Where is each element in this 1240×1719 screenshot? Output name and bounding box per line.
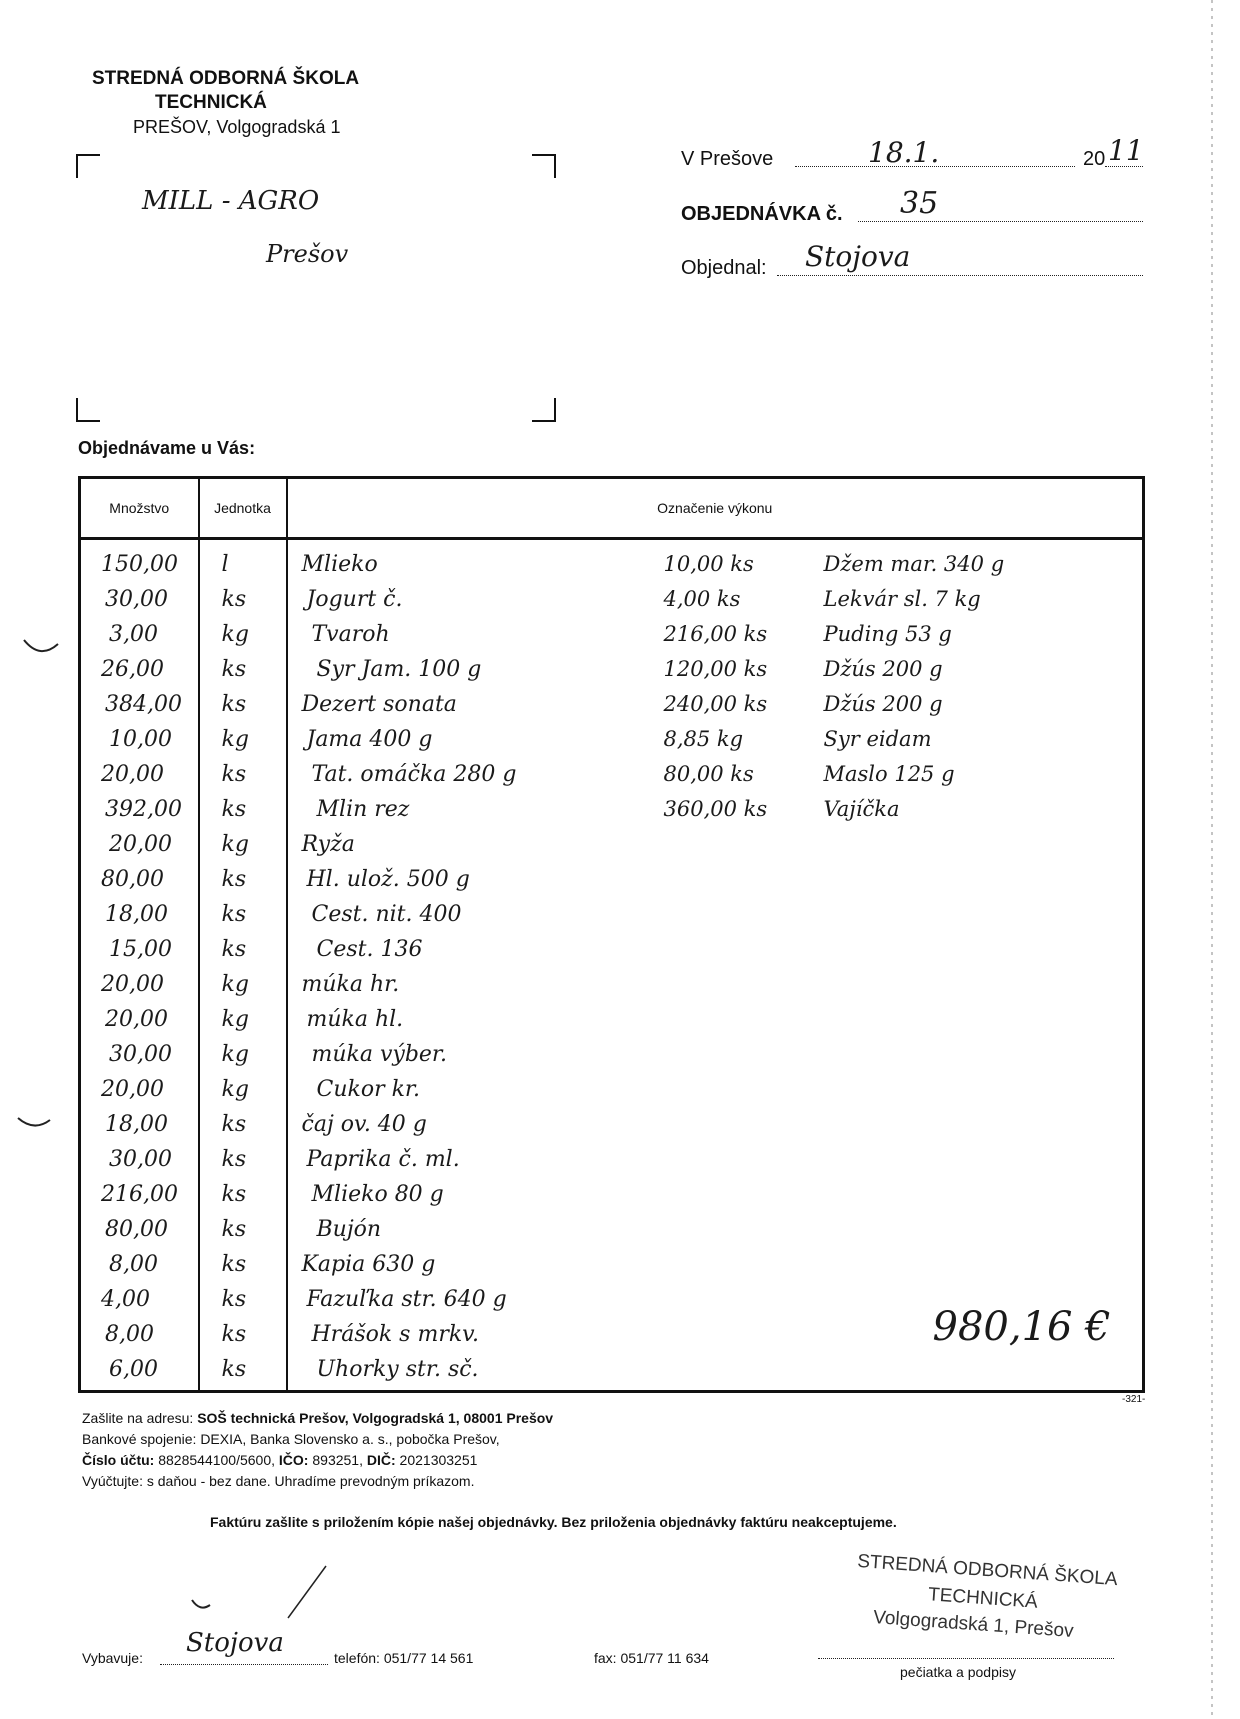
stamp-line3: Volgogradská 1, Prešov — [872, 1607, 1075, 1642]
right-description-cell: Džem mar. 340 g — [823, 552, 1005, 576]
right-quantity-cell: 10,00 ks — [663, 552, 754, 576]
unit-cell: ks — [221, 692, 247, 717]
quantity-cell: 6,00 — [109, 1357, 158, 1382]
right-description-cell: Vajíčka — [823, 797, 900, 821]
description-cell: Kapia 630 g — [301, 1252, 436, 1277]
quantity-cell: 392,00 — [105, 797, 182, 822]
right-description-cell: Puding 53 g — [823, 622, 952, 646]
address-label: Zašlite na adresu: — [82, 1410, 194, 1426]
unit-cell: ks — [221, 1182, 247, 1207]
unit-cell: ks — [221, 1217, 247, 1242]
description-cell: Cest. 136 — [316, 937, 423, 962]
description-cell: Tvaroh — [311, 622, 390, 647]
ico-value: 893251, — [312, 1452, 363, 1468]
quantity-cell: 18,00 — [105, 902, 168, 927]
description-cell: Dezert sonata — [301, 692, 457, 717]
school-name: STREDNÁ ODBORNÁ ŠKOLA — [92, 68, 360, 89]
unit-cell: ks — [221, 657, 247, 682]
school-address: PREŠOV, Volgogradská 1 — [133, 117, 341, 137]
description-cell: Tat. omáčka 280 g — [311, 762, 517, 787]
unit-cell: kg — [221, 622, 249, 647]
description-cell: Fazuľka str. 640 g — [306, 1287, 507, 1312]
description-cell: Bujón — [316, 1217, 382, 1242]
quantity-cell: 20,00 — [101, 1077, 164, 1102]
quantity-cell: 20,00 — [101, 972, 164, 997]
fax-value: 051/77 11 634 — [620, 1650, 709, 1666]
right-quantity-cell: 120,00 ks — [663, 657, 768, 681]
unit-cell: ks — [221, 762, 247, 787]
quantity-cell: 80,00 — [105, 1217, 168, 1242]
recipient-name: MILL - AGRO — [142, 186, 320, 216]
description-cell: Ryža — [301, 832, 355, 857]
description-cell: Jama 400 g — [306, 727, 433, 752]
quantity-cell: 18,00 — [105, 1112, 168, 1137]
place-label: V Prešove — [681, 148, 774, 170]
unit-cell: l — [221, 552, 229, 577]
unit-cell: ks — [221, 1287, 247, 1312]
stamp-line2: TECHNICKÁ — [927, 1584, 1039, 1613]
order-label: OBJEDNÁVKA č. — [681, 203, 843, 225]
year-prefix: 20 — [1083, 148, 1106, 170]
description-cell: Jogurt č. — [306, 587, 403, 612]
recipient-city: Prešov — [266, 240, 349, 268]
unit-cell: ks — [221, 1112, 247, 1137]
quantity-cell: 8,00 — [105, 1322, 154, 1347]
description-cell: Mlin rez — [316, 797, 410, 822]
description-cell: Cest. nit. 400 — [311, 902, 462, 927]
quantity-cell: 8,00 — [109, 1252, 158, 1277]
quantity-cell: 30,00 — [109, 1147, 172, 1172]
quantity-cell: 30,00 — [109, 1042, 172, 1067]
quantity-cell: 10,00 — [109, 727, 172, 752]
quantity-cell: 384,00 — [105, 692, 182, 717]
description-cell: Cukor kr. — [316, 1077, 421, 1102]
stamp-line1: STREDNÁ ODBORNÁ ŠKOLA — [856, 1550, 1119, 1591]
stamp-caption: pečiatka a podpisy — [900, 1664, 1016, 1680]
description-cell: čaj ov. 40 g — [301, 1112, 427, 1137]
account-label: Číslo účtu: — [82, 1452, 155, 1468]
unit-cell: ks — [221, 937, 247, 962]
unit-cell: kg — [221, 1042, 249, 1067]
account-value: 8828544100/5600, — [158, 1452, 276, 1468]
right-description-cell: Džús 200 g — [823, 657, 943, 681]
description-cell: Mlieko 80 g — [311, 1182, 444, 1207]
unit-cell: ks — [221, 902, 247, 927]
unit-cell: ks — [221, 587, 247, 612]
phone-value: 051/77 14 561 — [383, 1650, 474, 1666]
dic-label: DIČ: — [366, 1452, 396, 1468]
unit-cell: kg — [221, 832, 249, 857]
description-cell: Uhorky str. sč. — [316, 1357, 479, 1382]
description-cell: Paprika č. ml. — [306, 1147, 460, 1172]
right-description-cell: Maslo 125 g — [823, 762, 955, 786]
unit-cell: kg — [221, 972, 249, 997]
billing-value: s daňou - bez dane. Uhradíme prevodným príkazom. — [146, 1473, 475, 1489]
unit-cell: ks — [221, 1252, 247, 1277]
unit-cell: ks — [221, 1322, 247, 1347]
order-number: 35 — [900, 186, 939, 221]
quantity-cell: 20,00 — [101, 762, 164, 787]
header-description: Označenie výkonu — [287, 478, 1144, 539]
quantity-cell: 216,00 — [101, 1182, 178, 1207]
right-quantity-cell: 4,00 ks — [663, 587, 741, 611]
header-unit: Jednotka — [199, 478, 287, 539]
year-suffix: 11 — [1108, 134, 1144, 167]
intro-text: Objednávame u Vás: — [78, 438, 256, 458]
description-cell: Syr Jam. 100 g — [316, 657, 482, 682]
unit-cell: kg — [221, 1077, 249, 1102]
unit-cell: kg — [221, 727, 249, 752]
quantity-cell: 4,00 — [101, 1287, 150, 1312]
description-cell: múka hr. — [301, 972, 400, 997]
unit-cell: ks — [221, 797, 247, 822]
quantity-cell: 20,00 — [105, 1007, 168, 1032]
handles-signature: Stojova — [186, 1628, 284, 1658]
fax-label: fax: — [594, 1650, 617, 1666]
right-description-cell: Džús 200 g — [823, 692, 943, 716]
handles-label: Vybavuje: — [82, 1650, 143, 1666]
form-code: -321- — [1122, 1394, 1146, 1405]
quantity-cell: 20,00 — [109, 832, 172, 857]
dic-value: 2021303251 — [399, 1452, 478, 1468]
ico-label: IČO: — [278, 1452, 309, 1468]
order-total: 980,16 € — [932, 1304, 1111, 1350]
quantity-cell: 15,00 — [109, 937, 172, 962]
bank-label: Bankové spojenie: — [82, 1431, 197, 1447]
date-value: 18.1. — [868, 136, 940, 169]
quantity-cell: 3,00 — [109, 622, 158, 647]
unit-cell: kg — [221, 1007, 249, 1032]
bank-value: DEXIA, Banka Slovensko a. s., pobočka Prešov, — [200, 1431, 500, 1447]
ordered-by-signature: Stojova — [805, 240, 911, 273]
description-cell: Mlieko — [301, 552, 378, 577]
right-quantity-cell: 216,00 ks — [663, 622, 768, 646]
billing-label: Vyúčtujte: — [82, 1473, 143, 1489]
ordered-by-label: Objednal: — [681, 257, 767, 279]
description-cell: Hl. ulož. 500 g — [306, 867, 470, 892]
description-cell: múka výber. — [311, 1042, 448, 1067]
quantity-cell: 26,00 — [101, 657, 164, 682]
quantity-cell: 80,00 — [101, 867, 164, 892]
right-quantity-cell: 80,00 ks — [663, 762, 754, 786]
unit-cell: ks — [221, 867, 247, 892]
header-quantity: Množstvo — [80, 478, 199, 539]
unit-cell: ks — [221, 1147, 247, 1172]
quantity-cell: 150,00 — [101, 552, 178, 577]
unit-cell: ks — [221, 1357, 247, 1382]
right-description-cell: Lekvár sl. 7 kg — [823, 587, 981, 611]
right-quantity-cell: 8,85 kg — [663, 727, 744, 751]
phone-label: telefón: — [334, 1650, 380, 1666]
description-cell: Hrášok s mrkv. — [311, 1322, 479, 1347]
quantity-cell: 30,00 — [105, 587, 168, 612]
description-cell: múka hl. — [306, 1007, 404, 1032]
invoice-notice: Faktúru zašlite s priložením kópie našej objednávky. Bez priloženia objednávky faktúru neakceptujeme. — [210, 1514, 897, 1530]
school-name-line2: TECHNICKÁ — [155, 92, 267, 113]
right-quantity-cell: 240,00 ks — [663, 692, 768, 716]
right-description-cell: Syr eidam — [823, 727, 932, 751]
right-quantity-cell: 360,00 ks — [663, 797, 768, 821]
address-value: SOŠ technická Prešov, Volgogradská 1, 08001 Prešov — [197, 1410, 554, 1426]
